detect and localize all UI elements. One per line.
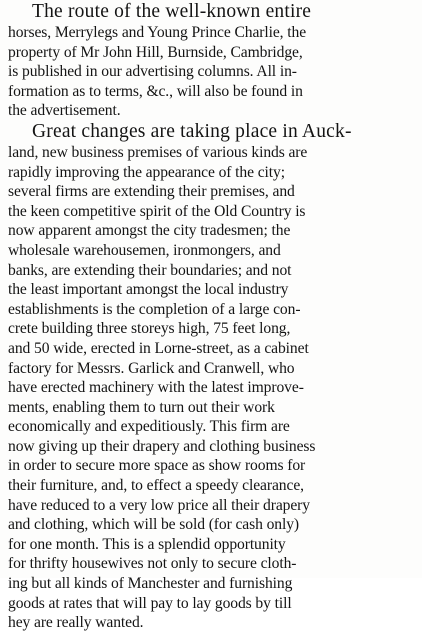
text-line: Great changes are taking place in Auck- (32, 120, 352, 142)
text-line: the least important amongst the local industry (8, 281, 289, 299)
text-line: property of Mr John Hill, Burnside, Cambridge, (8, 43, 303, 61)
text-line: now giving up their drapery and clothing business (8, 437, 316, 455)
text-line: have reduced to a very low price all their drapery (8, 496, 310, 514)
text-line: hey are really wanted. (8, 614, 144, 632)
text-line: crete building three storeys high, 75 feet long, (8, 320, 291, 338)
text-line: The route of the well-known entire (32, 1, 312, 22)
text-line: and clothing, which will be sold (for cash only) (8, 516, 299, 534)
paragraph-horse-route (8, 1, 416, 121)
text-line: now apparent amongst the city tradesmen; the (8, 222, 291, 240)
text-line: banks, are extending their boundaries; and not (8, 261, 292, 279)
text-line: the advertisement. (8, 102, 121, 120)
text-line: for one month. This is a splendid opportunity (8, 535, 286, 553)
text-line: the keen competitive spirit of the Old Country is (8, 202, 306, 220)
text-line: ments, enabling them to turn out their work (8, 398, 275, 416)
text-line: rapidly improving the appearance of the city; (8, 163, 285, 181)
text-line: is published in our advertising columns. All in- (8, 63, 297, 81)
text-line: and 50 wide, erected in Lorne-street, as a cabinet (8, 339, 309, 357)
text-line: ing but all kinds of Manchester and furnishing (8, 575, 293, 593)
text-line: their furniture, and, to effect a speedy clearance, (8, 477, 304, 495)
text-line: formation as to terms, &c., will also be found in (8, 82, 303, 100)
text-line: in order to secure more space as show rooms for (8, 457, 306, 475)
paragraph-auckland-changes (8, 121, 416, 633)
text-line: several firms are extending their premises, and (8, 183, 295, 201)
text-line: economically and expeditiously. This firm are (8, 418, 290, 436)
text-line: establishments is the completion of a large con- (8, 300, 301, 318)
text-line: factory for Messrs. Garlick and Cranwell, who (8, 359, 295, 377)
text-line: have erected machinery with the latest improve- (8, 379, 304, 397)
text-line: for thrifty housewives not only to secure cloth- (8, 555, 297, 573)
text-line: goods at rates that will pay to lay goods by till (8, 594, 292, 612)
text-line: wholesale warehousemen, ironmongers, and (8, 241, 281, 259)
text-line: horses, Merrylegs and Young Prince Charlie, the (8, 24, 307, 41)
text-line: land, new business premises of various kinds are (8, 143, 308, 161)
